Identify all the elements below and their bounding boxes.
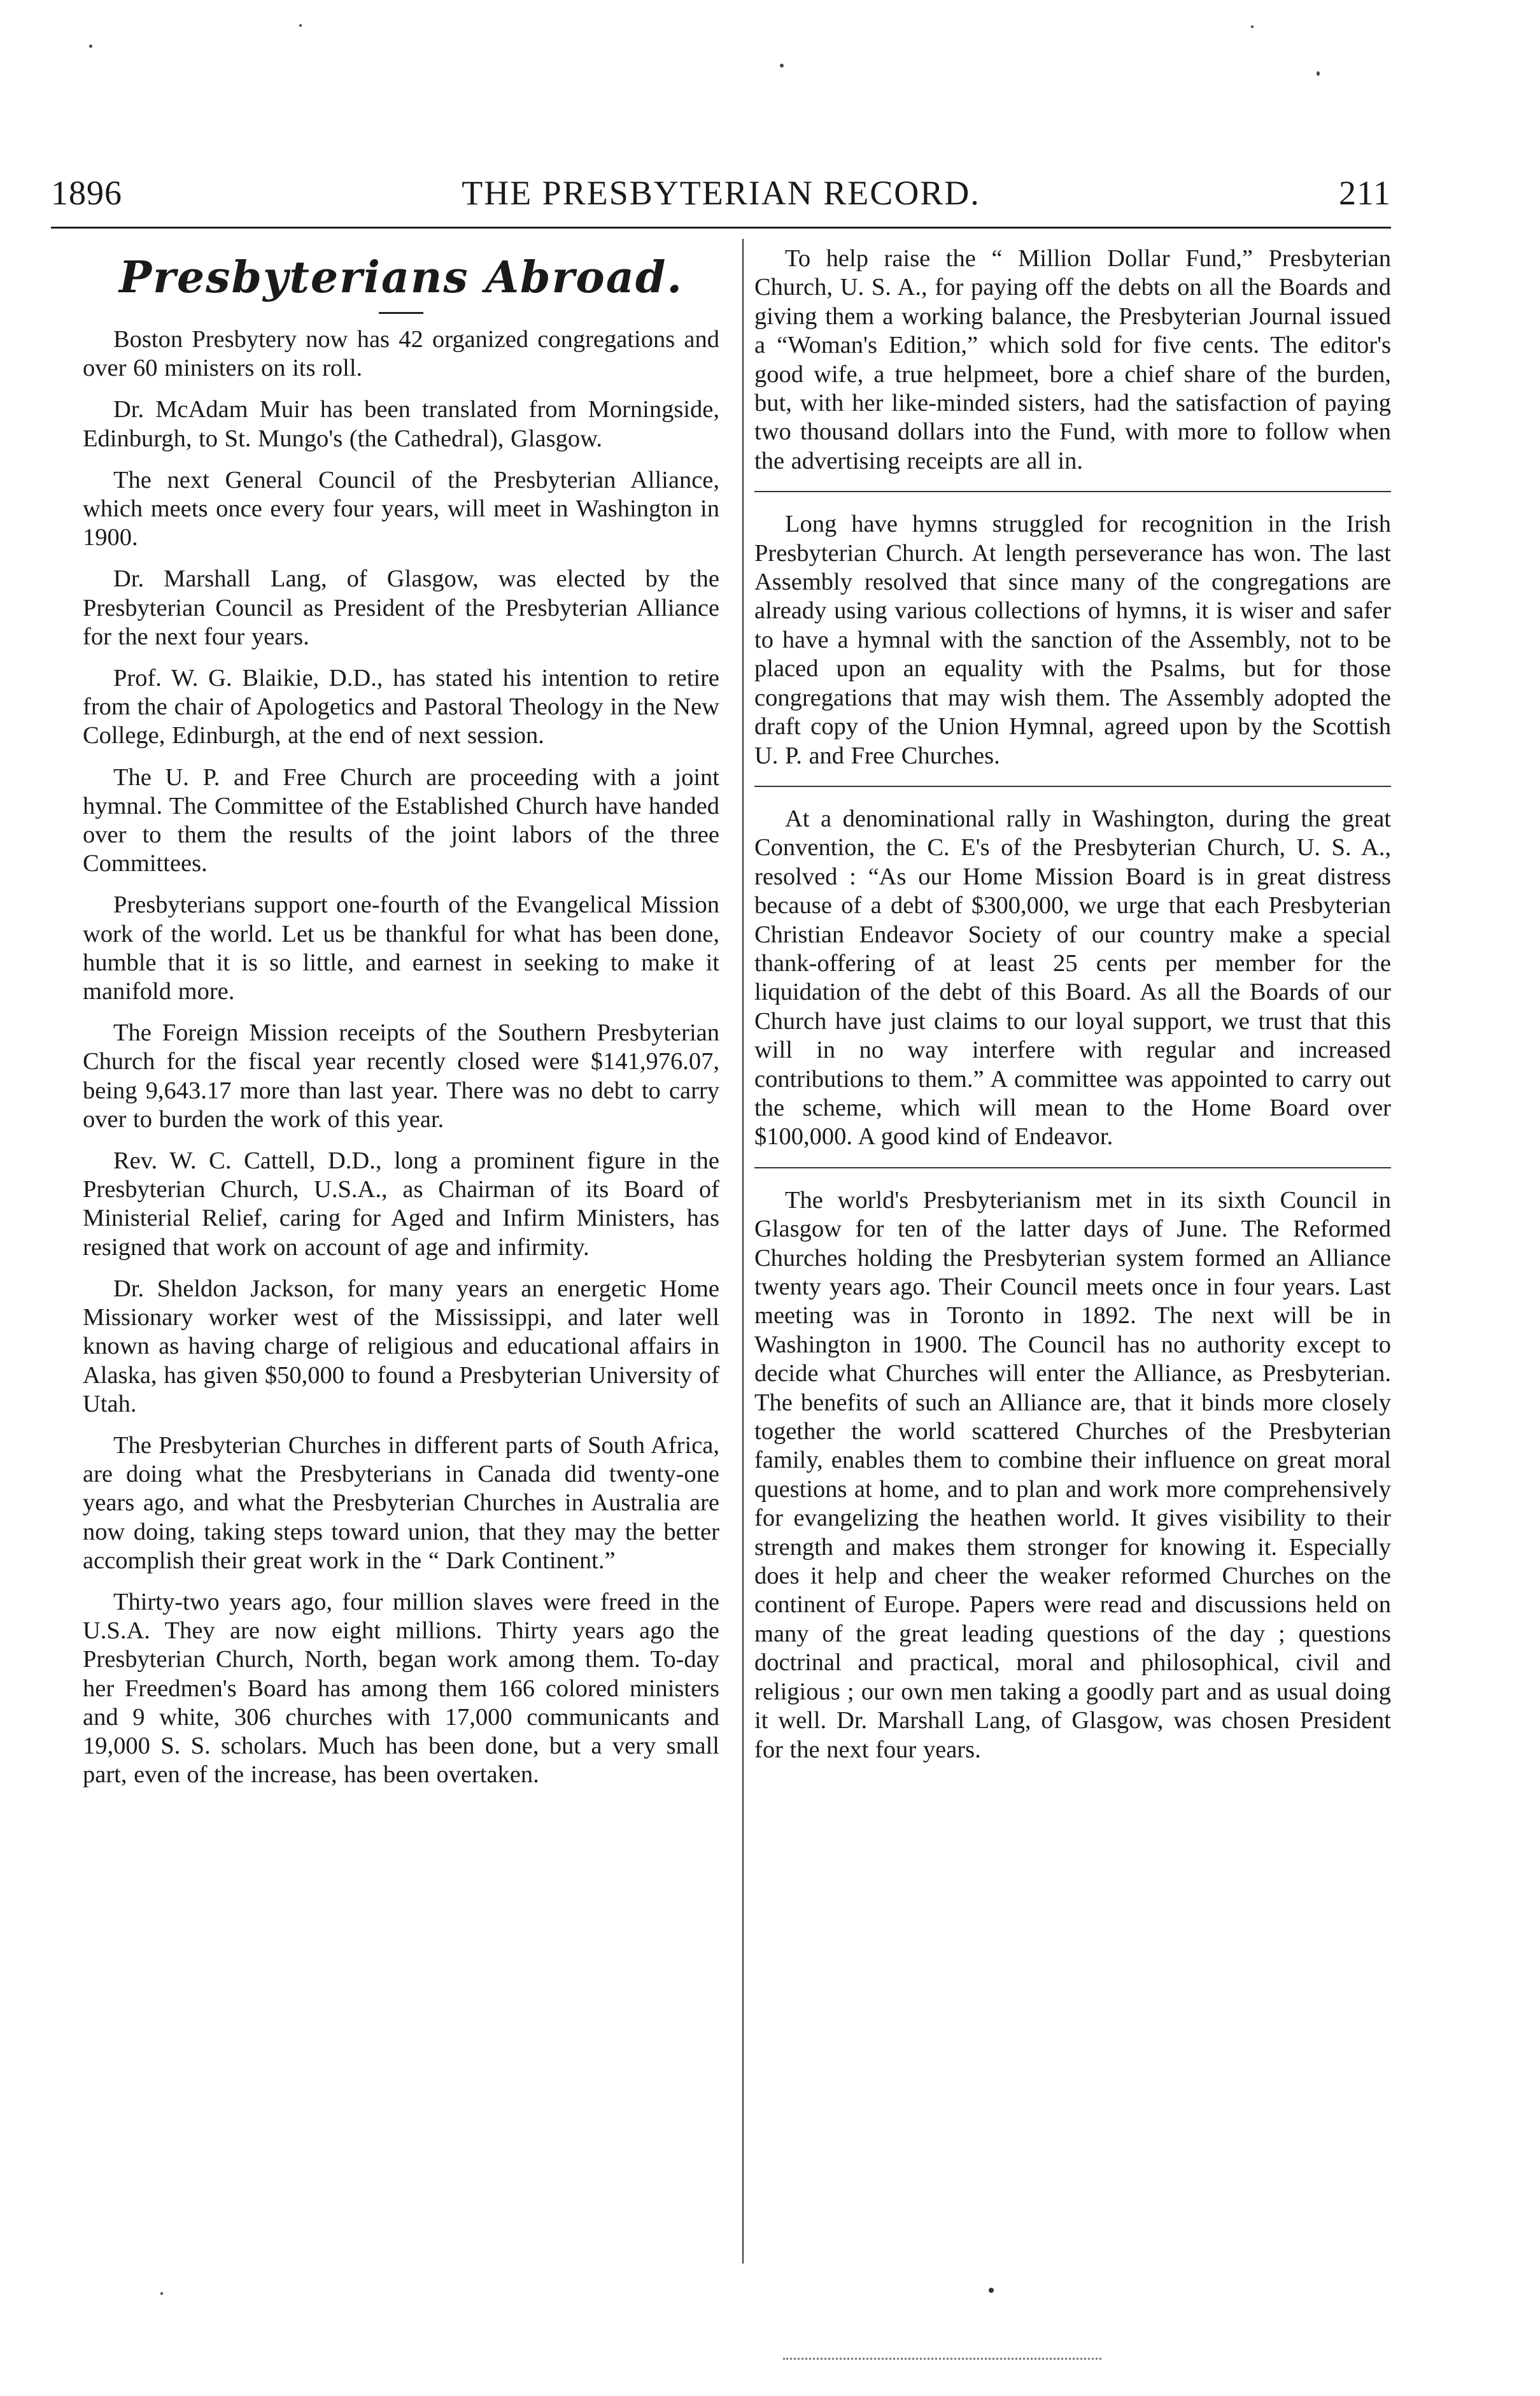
footer-rule [783,2358,1101,2361]
article-paragraph: The world's Presbyterianism met in its sixth Council in Glasgow for ten of the latter days of June. The Reformed Churches holding the Presbyterian system formed an Alliance twenty years ago. Their Council meets once in four years. Last meeting was in Toronto in 1892. The next will be in Washington in 1900. The Council has no authority except to decide what Churches will enter the Alliance, as Presbyterian. The benefits of such an Alliance are, that it binds more closely together the world scattered Churches of the Presbyterian family, enables them to combine their influence on great moral questions at home, and to plan and work more comprehensively for evangelizing the heathen world. It gives visibility to their strength and makes them stronger for knowing it. Especially does it help and cheer the weaker reformed Churches on the continent of Europe. Papers were read and discussions held on many of the great leading questions of the day ; questions doctrinal and practical, moral and philosophical, civil and religious ; our own men taking a goodly part and as usual doing it well. Dr. Marshall Lang, of Glasgow, was chosen President for the next four years. [754,1186,1391,1763]
news-item: Thirty-two years ago, four million slaves were freed in the U.S.A. They are now eight millions. Thirty years ago the Presbyterian Church, North, began work among them. To-day her Freedmen's Board has among them 166 colored ministers and 9 white, 306 churches with 17,000 communicants and 19,000 S. S. scholars. Much has been done, but a very small part, even of the increase, has been overtaken. [83,1588,719,1789]
news-item: The Foreign Mission receipts of the Southern Presbyterian Church for the fiscal year recently closed were $141,976.07, being 9,643.17 more than last year. There was no debt to carry over to burden the work of this year. [83,1019,719,1133]
footer-dot [989,2288,994,2293]
news-item: The Presbyterian Churches in different parts of South Africa, are doing what the Presbyterians in Canada did twenty-one years ago, and what the Presbyterian Churches in Australia are now doing, taking steps toward union, that they may the better accomplish their great work in the “ Dark Continent.” [83,1431,719,1574]
scan-speck [1317,71,1320,76]
article-separator [754,491,1391,492]
title-underline [379,312,423,314]
news-item: Rev. W. C. Cattell, D.D., long a prominent figure in the Presbyterian Church, U.S.A., as Chairman of its Board of Ministerial Relief, caring for Aged and Infirm Ministers, has resigned that work on account of age and infirmity. [83,1147,719,1261]
page-header [51,173,1391,218]
scan-speck [1251,25,1254,28]
news-item: Boston Presbytery now has 42 organized congregations and over 60 ministers on its roll. [83,326,719,382]
article-paragraph: Long have hymns struggled for recognition in the Irish Presbyterian Church. At length perseverance has won. The last Assembly resolved that since many of the congregations are already using various collections of hymns, it is wiser and safer to have a hymnal with the sanction of the Assembly, not to be placed upon an equality with the Psalms, but for those congregations that may wish them. The Assembly adopted the draft copy of the Union Hymnal, agreed upon by the Scottish U. P. and Free Churches. [754,511,1391,769]
news-item: Dr. Sheldon Jackson, for many years an energetic Home Missionary worker west of the Mississippi, and later well known as having charge of religious and educational affairs in Alaska, has given $50,000 to found a Presbyterian University of Utah. [83,1275,719,1417]
news-item: Dr. McAdam Muir has been translated from Morningside, Edinburgh, to St. Mungo's (the Cathedral), Glasgow. [83,396,719,452]
scan-speck [160,2292,163,2295]
news-item: The U. P. and Free Church are proceeding with a joint hymnal. The Committee of the Established Church have handed over to them the results of the joint labors of the three Committees. [83,763,719,877]
scan-speck [299,24,302,27]
header-year: 1896 [51,174,122,212]
news-item: The next General Council of the Presbyterian Alliance, which meets once every four years, will meet in Washington in 1900. [83,466,719,551]
scan-speck [89,45,92,48]
header-page-number: 211 [1339,174,1391,212]
right-column [754,236,1391,1764]
header-journal-title: THE PRESBYTERIAN RECORD. [462,174,980,212]
header-rule [51,227,1391,229]
article-separator [754,786,1391,787]
news-item: Presbyterians support one-fourth of the Evangelical Mission work of the world. Let us be thankful for what has been done, humble that it is so little, and earnest in seeking to make it manifold more. [83,891,719,1005]
left-column [83,236,719,1802]
article-paragraph: To help raise the “ Million Dollar Fund,” Presbyterian Church, U. S. A., for paying off the debts on all the Boards and giving them a working balance, the Presbyterian Journal issued a “Woman's Edition,” which sold for five cents. The editor's good wife, a true helpmeet, bore a chief share of the burden, but, with her like-minded sisters, had the satisfaction of paying two thousand dollars into the Fund, with more to follow when the advertising receipts are all in. [754,245,1391,474]
scan-speck [780,64,784,67]
news-item: Dr. Marshall Lang, of Glasgow, was elected by the Presbyterian Council as President of the Presbyterian Alliance for the next four years. [83,565,719,650]
article-paragraph: At a denominational rally in Washington, during the great Convention, the C. E's of the Presbyterian Church, U. S. A., resolved : “As our Home Mission Board is in great distress because of a debt of $300,000, we urge that each Presbyterian Christian Endeavor Society of our country make a special thank-offering of at least 25 cents per member for the liquidation of the debt of this Board. As all the Boards of our Church have just claims to our loyal support, we trust that this will in no way interfere with regular and increased contributions to them.” A committee was appointed to carry out the scheme, which will mean to the Home Board over $100,000. A good kind of Endeavor. [754,805,1391,1151]
section-title: Presbyterians Abroad. [118,252,684,303]
news-item: Prof. W. G. Blaikie, D.D., has stated his intention to retire from the chair of Apologetics and Pastoral Theology in the New College, Edinburgh, at the end of next session. [83,665,719,749]
article-separator [754,1167,1391,1168]
column-divider [742,239,744,2264]
